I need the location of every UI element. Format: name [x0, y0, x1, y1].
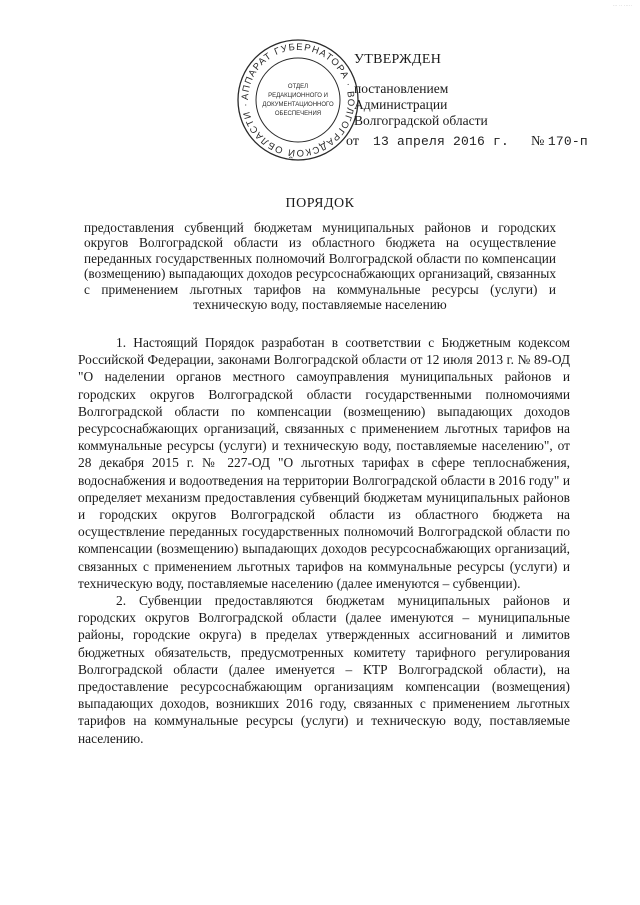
scan-corner-mark: ··· ·· ·····: [612, 3, 632, 9]
approval-title: УТВЕРЖДЕН: [354, 52, 442, 67]
decree-number: 170-п: [547, 134, 588, 149]
approval-line-1: постановлением: [354, 81, 449, 96]
svg-text:ОБЕСПЕЧЕНИЯ: ОБЕСПЕЧЕНИЯ: [274, 111, 322, 117]
official-round-stamp: [234, 36, 362, 164]
approval-line-2: Администрации: [354, 97, 448, 112]
paragraph-2: 2. Субвенции предоставляются бюджетам муниципальных районов и городских округов Волгоградской области (далее именуются – муниципальные районы, городские округа) в пределах утвержденных ассигнований и лимитов бюджетных обязательств, предусмотренных комитету тарифного регулирования Волгоградской области (далее именуется – КТР Волгоградской области), на предоставление ресурсоснабжающим организациям компенсации (возмещения) выпадающих доходов, возникших 2016 году, связанных с применением льготных тарифов на коммунальные ресурсы (услуги) и техническую воду, поставляемые населению.: [78, 593, 570, 746]
decree-number-sign: №: [530, 134, 545, 149]
document-subtitle: предоставления субвенций бюджетам муниципальных районов и городских округов Волгоградской области из областного бюджета на осуществление переданных государственных полномочий Волгоградской области по компенсации (возмещению) выпадающих доходов ресурсоснабжающих организаций, связанных с применением льготных тарифов на коммунальные ресурсы (услуги) и техническую воду, поставляемые населению: [84, 220, 556, 313]
decree-date: 13 апреля 2016 г.: [372, 134, 509, 149]
approval-line-3: Волгоградской области: [354, 113, 488, 128]
decree-reference: [346, 134, 588, 150]
svg-text:ОТДЕЛ: ОТДЕЛ: [287, 84, 309, 90]
svg-text:АППАРАТ ГУБЕРНАТОРА · ВОЛГОГРА: АППАРАТ ГУБЕРНАТОРА · ВОЛГОГРАДСКОЙ ОБЛАСТИ ·: [239, 41, 357, 159]
svg-text:РЕДАКЦИОННОГО И: РЕДАКЦИОННОГО И: [268, 93, 328, 99]
document-title: ПОРЯДОК: [285, 196, 355, 211]
document-body: [78, 334, 570, 747]
paragraph-1: 1. Настоящий Порядок разработан в соответствии с Бюджетным кодексом Российской Федерации, законами Волгоградской области от 12 июля 2013 г. № 89-ОД "О наделении органов местного самоуправления муниципальных районов и городских округов Волгоградской области государственными полномочиями Волгоградской области по компенсации (возмещению) выпадающих доходов ресурсоснабжающих организаций, связанных с применением льготных тарифов на коммунальные ресурсы (услуги) и техническую воду, поставляемые населению", от 28 декабря 2015 г. № 227-ОД "О льготных тарифах в сфере теплоснабжения, водоснабжения и водоотведения на территории Волгоградской области в 2016 году" и определяет механизм предоставления субвенций бюджетам муниципальных районов и городских округов Волгоградской области из областного бюджета на осуществление переданных государственных полномочий Волгоградской области по компенсации (возмещению) выпадающих доходов ресурсоснабжающих организаций, связанных с применением льготных тарифов на коммунальные ресурсы (услуги) и техническую воду, поставляемые населению (далее именуются – субвенции).: [78, 335, 570, 591]
svg-text:ДОКУМЕНТАЦИОННОГО: ДОКУМЕНТАЦИОННОГО: [262, 102, 334, 108]
decree-from-label: от: [346, 134, 359, 149]
approval-block: [354, 52, 488, 129]
